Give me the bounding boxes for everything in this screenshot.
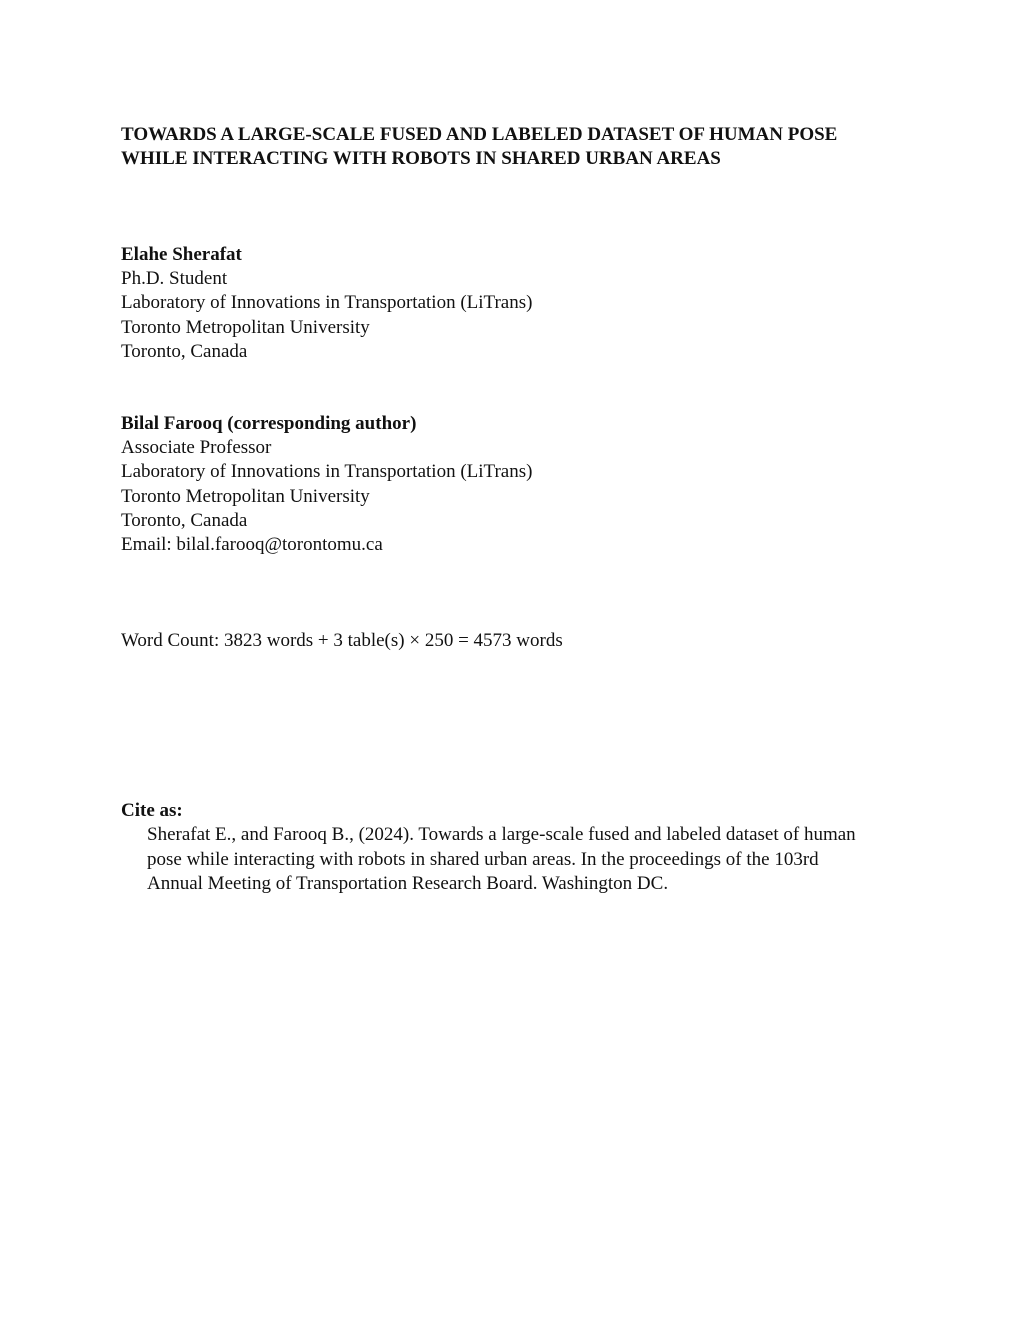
word-count: Word Count: 3823 words + 3 table(s) × 250 = 4573 words [121, 630, 563, 651]
author-name: Bilal Farooq (corresponding author) [121, 413, 417, 434]
author-university: Toronto Metropolitan University [121, 316, 370, 338]
citation-line-1: Sherafat E., and Farooq B., (2024). Towards a large-scale fused and labeled dataset of human [147, 824, 856, 845]
author-block-1 [121, 243, 821, 364]
author-university: Toronto Metropolitan University [121, 485, 370, 507]
author-position: Associate Professor [121, 437, 272, 459]
cite-label: Cite as: [121, 800, 183, 821]
author-lab: Laboratory of Innovations in Transportation (LiTrans) [121, 292, 533, 314]
paper-title-line-2: WHILE INTERACTING WITH ROBOTS IN SHARED URBAN AREAS [121, 148, 721, 169]
author-name: Elahe Sherafat [121, 244, 242, 265]
author-email: Email: bilal.farooq@torontomu.ca [121, 534, 383, 556]
author-block-2 [121, 412, 821, 557]
author-position: Ph.D. Student [121, 268, 228, 290]
author-location: Toronto, Canada [121, 340, 248, 362]
author-lab: Laboratory of Innovations in Transportation (LiTrans) [121, 461, 533, 483]
citation-text [147, 823, 907, 897]
citation-line-2: pose while interacting with robots in shared urban areas. In the proceedings of the 103rd [147, 848, 819, 870]
citation-line-3: Annual Meeting of Transportation Research Board. Washington DC. [147, 873, 669, 894]
paper-title-line-1: TOWARDS A LARGE-SCALE FUSED AND LABELED DATASET OF HUMAN POSE [121, 124, 838, 145]
author-location: Toronto, Canada [121, 509, 248, 531]
paper-title [121, 123, 921, 171]
